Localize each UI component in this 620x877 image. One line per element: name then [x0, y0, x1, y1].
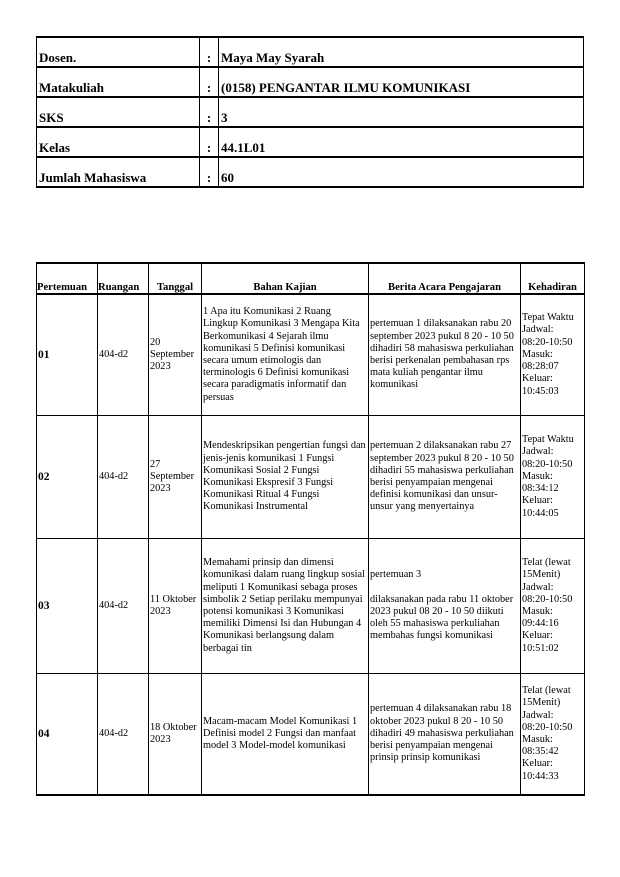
table-row [37, 674, 585, 796]
info-value-jumlah: 60 [219, 157, 584, 187]
kehadiran-status: Tepat Waktu [522, 312, 574, 324]
kehadiran-keluar-label: Keluar: [522, 630, 553, 642]
bahan-kajian: Memahami prinsip dan dimensi komunikasi dalam ruang lingkup sosial meliputi 1 Komunikasi sebaga proses simbolik 2 Setiap perilaku mempunyai potensi komunikasi 3 Komunikasi memiliki Dimensi Isi dan Hubungan 4 Komunikasi berlangsung dalam berbagai tin [202, 539, 369, 674]
header-pertemuan: Pertemuan [37, 263, 98, 294]
info-colon: : [200, 37, 219, 67]
kehadiran-masuk-label: Masuk: [522, 734, 553, 745]
info-colon: : [200, 67, 219, 97]
ruangan: 404-d2 [98, 539, 149, 674]
kehadiran [521, 416, 585, 539]
berita-acara: pertemuan 1 dilaksanakan rabu 20 september 2023 pukul 8 20 - 10 50 dihadiri 58 mahasiswa perkuliahan berisi perkenalan pembahasan rps mata kuliah pengantar ilmu komunikasi [369, 294, 521, 416]
info-row-kelas [37, 127, 584, 157]
info-colon: : [200, 97, 219, 127]
info-label: Jumlah Mahasiswa [37, 157, 200, 187]
bahan-kajian: 1 Apa itu Komunikasi 2 Ruang Lingkup Komunikasi 3 Mengapa Kita Berkomunikasi 4 Sejarah ilmu komunikasi 5 Definisi komunikasi secara umum etimologis dan terminologis 6 Definisi komunikasi secara paradigmatis informatif dan persuas [202, 294, 369, 416]
header-bahan-kajian: Bahan Kajian [202, 263, 369, 294]
info-row-jumlah [37, 157, 584, 187]
course-info-table [36, 36, 584, 188]
bahan-kajian: Macam-macam Model Komunikasi 1 Definisi model 2 Fungsi dan manfaat model 3 Model-model komunikasi [202, 674, 369, 796]
kehadiran-keluar-label: Keluar: [522, 373, 553, 385]
header-tanggal: Tanggal [149, 263, 202, 294]
table-row [37, 539, 585, 674]
kehadiran-masuk: 08:35:42 [522, 746, 559, 758]
berita-acara: pertemuan 4 dilaksanakan rabu 18 oktober 2023 pukul 8 20 - 10 50 dihadiri 49 mahasiswa perkuliahan berisi penyampaian mengenai prinsip prinsip komunikasi [369, 674, 521, 796]
kehadiran-jadwal-label: Jadwal: [522, 709, 554, 721]
kehadiran-keluar: 10:44:33 [522, 770, 559, 782]
kehadiran-jadwal: 08:20-10:50 [522, 458, 573, 470]
info-label: SKS [37, 97, 200, 127]
kehadiran-jadwal-label: Jadwal: [522, 446, 554, 458]
kehadiran-masuk-label: Masuk: [522, 606, 553, 617]
kehadiran-jadwal: 08:20-10:50 [522, 721, 573, 733]
info-row-sks [37, 97, 584, 127]
berita-acara-line1: pertemuan 3 [370, 569, 422, 581]
kehadiran-keluar-label: Keluar: [522, 758, 553, 770]
header-berita-acara: Berita Acara Pengajaran [369, 263, 521, 294]
info-value-matakuliah: (0158) PENGANTAR ILMU KOMUNIKASI [219, 67, 584, 97]
pertemuan-number: 03 [37, 539, 98, 674]
info-label: Matakuliah [37, 67, 200, 97]
kehadiran-jadwal-label: Jadwal: [522, 581, 554, 593]
info-row-dosen [37, 37, 584, 67]
info-label: Dosen. [37, 37, 200, 67]
info-row-matakuliah [37, 67, 584, 97]
kehadiran-jadwal-label: Jadwal: [522, 324, 554, 336]
kehadiran-keluar: 10:45:03 [522, 385, 559, 397]
kehadiran-masuk-label: Masuk: [522, 470, 553, 482]
table-row [37, 294, 585, 416]
kehadiran-status: Telat (lewat 15Menit) [522, 557, 571, 581]
pertemuan-number: 01 [37, 294, 98, 416]
tanggal: 27 September 2023 [149, 416, 202, 539]
tanggal: 20 September 2023 [149, 294, 202, 416]
info-colon: : [200, 127, 219, 157]
schedule-header-row [37, 263, 585, 294]
header-kehadiran: Kehadiran [521, 263, 585, 294]
kehadiran-masuk-label: Masuk: [522, 348, 553, 360]
kehadiran-keluar-label: Keluar: [522, 495, 553, 507]
kehadiran-masuk: 08:34:12 [522, 483, 559, 495]
tanggal: 18 Oktober 2023 [149, 674, 202, 796]
berita-acara: pertemuan 2 dilaksanakan rabu 27 september 2023 pukul 8 20 - 10 50 dihadiri 55 mahasiswa perkuliahan berisi penyampaian mengenai definisi komunikasi dan unsur-unsur yang menyertainya [369, 416, 521, 539]
kehadiran [521, 539, 585, 674]
info-value-kelas: 44.1L01 [219, 127, 584, 157]
ruangan: 404-d2 [98, 674, 149, 796]
kehadiran-keluar: 10:44:05 [522, 507, 559, 519]
berita-acara-line2: dilaksanakan pada rabu 11 oktober 2023 pukul 08 20 - 10 50 diikuti oleh 55 mahasiswa perkuliahan membahas fungsi komunikasi [370, 593, 514, 642]
bahan-kajian: Mendeskripsikan pengertian fungsi dan jenis-jenis komunikasi 1 Fungsi Komunikasi Sosial 2 Fungsi Komunikasi Ekspresif 3 Fungsi Komunikasi Ritual 4 Fungsi Komunikasi Instrumental [202, 416, 369, 539]
kehadiran-jadwal: 08:20-10:50 [522, 336, 573, 348]
table-row [37, 416, 585, 539]
kehadiran-status: Telat (lewat 15Menit) [522, 685, 571, 709]
header-ruangan: Ruangan [98, 263, 149, 294]
info-colon: : [200, 157, 219, 187]
kehadiran-masuk: 09:44:16 [522, 618, 559, 630]
info-value-sks: 3 [219, 97, 584, 127]
ruangan: 404-d2 [98, 416, 149, 539]
kehadiran [521, 674, 585, 796]
info-value-dosen: Maya May Syarah [219, 37, 584, 67]
ruangan: 404-d2 [98, 294, 149, 416]
kehadiran-keluar: 10:51:02 [522, 642, 559, 654]
info-label: Kelas [37, 127, 200, 157]
kehadiran-masuk: 08:28:07 [522, 361, 559, 373]
berita-acara [369, 539, 521, 674]
schedule-table [36, 262, 585, 796]
pertemuan-number: 04 [37, 674, 98, 796]
tanggal: 11 Oktober 2023 [149, 539, 202, 674]
pertemuan-number: 02 [37, 416, 98, 539]
kehadiran [521, 294, 585, 416]
kehadiran-status: Tepat Waktu [522, 434, 574, 446]
kehadiran-jadwal: 08:20-10:50 [522, 593, 573, 605]
